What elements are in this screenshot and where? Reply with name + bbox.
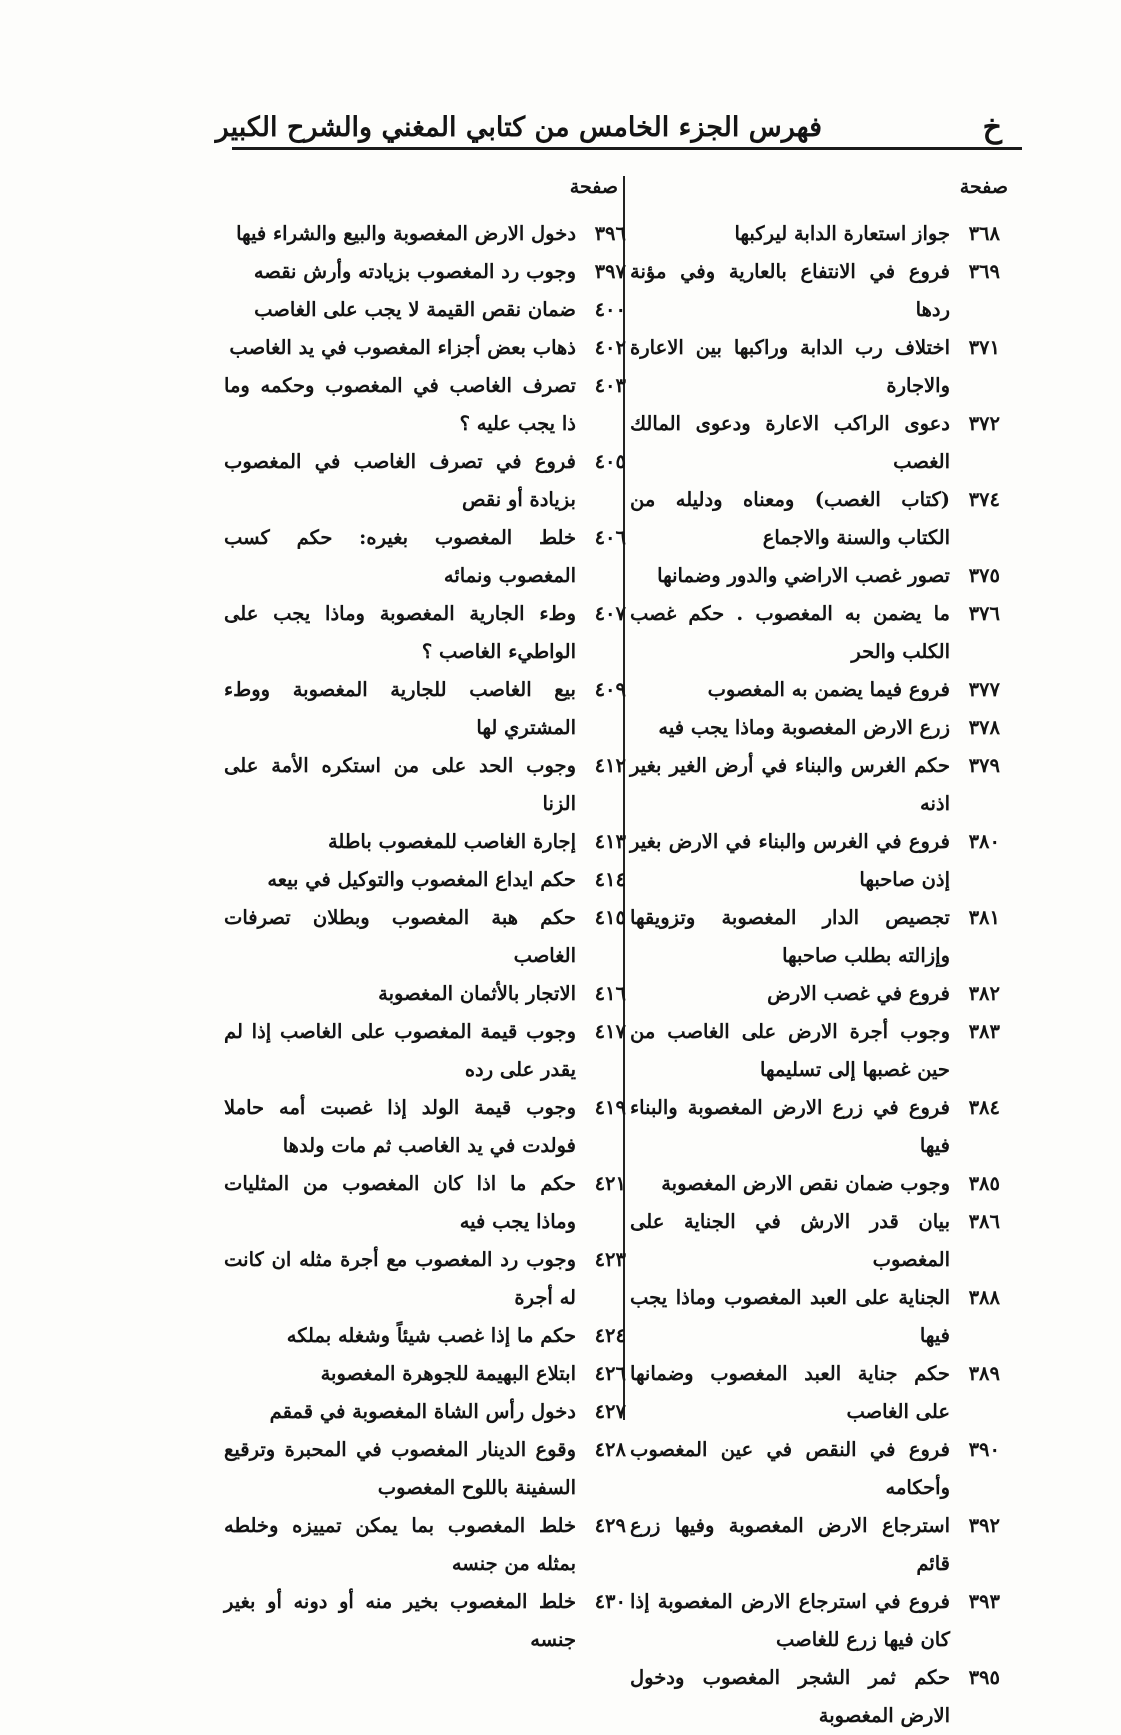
entry-page-number: ٤٢٨ [594, 1438, 626, 1461]
entry-page-number: ٤١٥ [594, 906, 626, 929]
entry-page-number: ٤١٣ [594, 830, 626, 853]
entry-title: حكم هبة المغصوب وبطلان تصرفات الغاصب [224, 906, 576, 967]
entry-title: وجوب الحد على من استكره الأمة على الزنا [224, 754, 576, 815]
entry-title: دخول رأس الشاة المغصوبة في قمقم [269, 1400, 576, 1423]
index-entry [630, 1013, 1000, 1089]
entry-title: ما يضمن به المغصوب . حكم غصب الكلب والحر [630, 602, 950, 663]
index-entry [224, 975, 626, 1013]
entry-title: اختلاف رب الدابة وراكبها بين الاعارة والاجارة [630, 336, 950, 397]
entry-title: وجوب رد المغصوب مع أجرة مثله ان كانت له أجرة [224, 1248, 576, 1309]
entry-page-number: ٣٨٩ [968, 1362, 1000, 1385]
index-entry [630, 215, 1000, 253]
index-entry [630, 329, 1000, 405]
entry-title: بيان قدر الارش في الجناية على المغصوب [630, 1210, 950, 1271]
entry-page-number: ٣٩٥ [968, 1666, 1000, 1689]
index-entry [630, 823, 1000, 899]
index-entry [224, 1393, 626, 1431]
entry-title: حكم جناية العبد المغصوب وضمانها على الغاصب [630, 1362, 950, 1423]
entry-title: حكم ثمر الشجر المغصوب ودخول الارض المغصوبة [630, 1666, 950, 1727]
index-entry [224, 1431, 626, 1507]
index-entry [224, 899, 626, 975]
entry-page-number: ٤١٩ [594, 1096, 626, 1119]
index-entry [630, 709, 1000, 747]
entry-page-number: ٤٠٠ [594, 298, 626, 321]
entry-title: فروع فيما يضمن به المغصوب [707, 678, 950, 701]
page-letter: خ [982, 110, 1002, 145]
entry-title: فروع في النقص في عين المغصوب وأحكامه [630, 1438, 950, 1499]
index-entry [224, 1241, 626, 1317]
right-index-column [630, 215, 1000, 1735]
index-entry [224, 253, 626, 291]
entry-page-number: ٤٢٧ [594, 1400, 626, 1423]
entry-title: وجوب قيمة المغصوب على الغاصب إذا لم يقدر على رده [224, 1020, 576, 1081]
entry-title: استرجاع الارض المغصوبة وفيها زرع قائم [630, 1514, 950, 1575]
index-entry [224, 671, 626, 747]
index-entry [224, 1583, 626, 1659]
index-entry [630, 1431, 1000, 1507]
index-entry [630, 1583, 1000, 1659]
index-entry [630, 481, 1000, 557]
index-entry [224, 1013, 626, 1089]
entry-page-number: ٣٨٢ [968, 982, 1000, 1005]
entry-title: (كتاب الغصب) ومعناه ودليله من الكتاب والسنة والاجماع [630, 488, 950, 549]
entry-title: وجوب أجرة الارض على الغاصب من حين غصبها إلى تسليمها [630, 1020, 950, 1081]
entry-title: خلط المغصوب بخير منه أو دونه أو بغير جنسه [224, 1590, 576, 1651]
entry-title: دخول الارض المغصوبة والبيع والشراء فيها [236, 222, 576, 245]
left-index-column [224, 215, 626, 1659]
index-entry [630, 557, 1000, 595]
entry-title: ذهاب بعض أجزاء المغصوب في يد الغاصب [229, 336, 576, 359]
entry-page-number: ٣٦٨ [968, 222, 1000, 245]
entry-page-number: ٤٠٧ [594, 602, 626, 625]
entry-page-number: ٣٩٠ [968, 1438, 1000, 1461]
entry-title: فروع في غصب الارض [767, 982, 950, 1005]
entry-title: تجصيص الدار المغصوبة وتزويقها وإزالته بطلب صاحبها [630, 906, 950, 967]
entry-page-number: ٣٨١ [968, 906, 1000, 929]
index-entry [224, 1317, 626, 1355]
running-title: فهرس الجزء الخامس من كتابي المغني والشرح الكبير [215, 112, 822, 143]
index-entry [224, 823, 626, 861]
entry-page-number: ٣٨٥ [968, 1172, 1000, 1195]
entry-title: تصور غصب الاراضي والدور وضمانها [657, 564, 950, 587]
index-entry [224, 595, 626, 671]
index-entry [224, 861, 626, 899]
entry-page-number: ٤٠٩ [594, 678, 626, 701]
entry-title: وجوب رد المغصوب بزيادته وأرش نقصه [253, 260, 576, 283]
entry-title: وقوع الدينار المغصوب في المحبرة وترقيع السفينة باللوح المغصوب [224, 1438, 576, 1499]
entry-page-number: ٣٩٦ [594, 222, 626, 245]
entry-title: وجوب قيمة الولد إذا غصبت أمه حاملا فولدت في يد الغاصب ثم مات ولدها [224, 1096, 576, 1157]
index-entry [224, 1355, 626, 1393]
index-entry [630, 253, 1000, 329]
entry-page-number: ٤٢١ [594, 1172, 626, 1195]
entry-title: الاتجار بالأثمان المغصوبة [378, 982, 576, 1005]
entry-page-number: ٣٨٤ [968, 1096, 1000, 1119]
index-entry [224, 747, 626, 823]
entry-page-number: ٣٧٦ [968, 602, 1000, 625]
entry-title: فروع في الغرس والبناء في الارض بغير إذن صاحبها [630, 830, 950, 891]
entry-title: حكم ما اذا كان المغصوب من المثليات وماذا يجب فيه [224, 1172, 576, 1233]
entry-page-number: ٤٢٦ [594, 1362, 626, 1385]
index-entry [224, 291, 626, 329]
entry-title: خلط المغصوب بغيره: حكم كسب المغصوب ونمائه [224, 526, 576, 587]
entry-page-number: ٤٠٦ [594, 526, 626, 549]
index-entry [630, 1279, 1000, 1355]
entry-page-number: ٣٨٣ [968, 1020, 1000, 1043]
index-entry [630, 1089, 1000, 1165]
index-entry [630, 671, 1000, 709]
left-column-heading: صفحة [569, 176, 618, 198]
index-entry [630, 1203, 1000, 1279]
right-column-heading: صفحة [959, 176, 1008, 198]
entry-title: دعوى الراكب الاعارة ودعوى المالك الغصب [630, 412, 950, 473]
entry-page-number: ٣٨٦ [968, 1210, 1000, 1233]
entry-title: وجوب ضمان نقص الارض المغصوبة [661, 1172, 950, 1195]
entry-title: تصرف الغاصب في المغصوب وحكمه وما ذا يجب عليه ؟ [224, 374, 576, 435]
entry-page-number: ٣٩٧ [594, 260, 626, 283]
entry-title: زرع الارض المغصوبة وماذا يجب فيه [658, 716, 950, 739]
entry-page-number: ٤٠٥ [594, 450, 626, 473]
entry-title: فروع في تصرف الغاصب في المغصوب بزيادة أو نقص [224, 450, 576, 511]
entry-title: ابتلاع البهيمة للجوهرة المغصوبة [320, 1362, 576, 1385]
index-entry [630, 405, 1000, 481]
entry-page-number: ٣٧٢ [968, 412, 1000, 435]
entry-page-number: ٣٧٧ [968, 678, 1000, 701]
index-entry [224, 329, 626, 367]
entry-page-number: ٤١٦ [594, 982, 626, 1005]
entry-page-number: ٣٧١ [968, 336, 1000, 359]
entry-title: جواز استعارة الدابة ليركبها [734, 222, 950, 245]
entry-title: بيع الغاصب للجارية المغصوبة ووطء المشتري لها [224, 678, 576, 739]
entry-title: الجناية على العبد المغصوب وماذا يجب فيها [630, 1286, 950, 1347]
index-entry [224, 367, 626, 443]
entry-page-number: ٤١٢ [594, 754, 626, 777]
entry-page-number: ٣٩٣ [968, 1590, 1000, 1613]
entry-title: ضمان نقص القيمة لا يجب على الغاصب [254, 298, 576, 321]
index-entry [630, 1165, 1000, 1203]
entry-title: وطء الجارية المغصوبة وماذا يجب على الواطيء الغاصب ؟ [224, 602, 576, 663]
header-rule [232, 147, 1022, 150]
entry-page-number: ٤٠٣ [594, 374, 626, 397]
entry-page-number: ٣٩٢ [968, 1514, 1000, 1537]
entry-title: فروع في الانتفاع بالعارية وفي مؤنة ردها [630, 260, 950, 321]
entry-title: إجارة الغاصب للمغصوب باطلة [327, 830, 576, 853]
entry-page-number: ٤٢٤ [594, 1324, 626, 1347]
index-entry [630, 595, 1000, 671]
entry-title: خلط المغصوب بما يمكن تمييزه وخلطه بمثله من جنسه [224, 1514, 576, 1575]
entry-title: حكم ايداع المغصوب والتوكيل في بيعه [267, 868, 576, 891]
entry-page-number: ٤٢٣ [594, 1248, 626, 1271]
index-entry [224, 519, 626, 595]
index-entry [630, 975, 1000, 1013]
index-entry [630, 747, 1000, 823]
entry-page-number: ٤١٧ [594, 1020, 626, 1043]
entry-page-number: ٣٧٤ [968, 488, 1000, 511]
entry-page-number: ٣٨٠ [968, 830, 1000, 853]
entry-page-number: ٣٧٥ [968, 564, 1000, 587]
entry-page-number: ٤١٤ [594, 868, 626, 891]
index-entry [630, 1659, 1000, 1735]
entry-page-number: ٣٨٨ [968, 1286, 1000, 1309]
entry-title: حكم ما إذا غصب شيئاً وشغله بملكه [286, 1324, 576, 1347]
index-entry [224, 1089, 626, 1165]
index-entry [630, 899, 1000, 975]
index-entry [630, 1355, 1000, 1431]
entry-page-number: ٤٢٩ [594, 1514, 626, 1537]
index-entry [224, 1165, 626, 1241]
entry-page-number: ٤٠٢ [594, 336, 626, 359]
entry-page-number: ٣٧٨ [968, 716, 1000, 739]
page-header [215, 104, 1022, 148]
index-entry [224, 443, 626, 519]
index-entry [224, 215, 626, 253]
entry-page-number: ٤٣٠ [594, 1590, 626, 1613]
entry-title: فروع في استرجاع الارض المغصوبة إذا كان فيها زرع للغاصب [630, 1590, 950, 1651]
entry-title: فروع في زرع الارض المغصوبة والبناء فيها [630, 1096, 950, 1157]
entry-title: حكم الغرس والبناء في أرض الغير بغير اذنه [630, 754, 950, 815]
entry-page-number: ٣٧٩ [968, 754, 1000, 777]
entry-page-number: ٣٦٩ [968, 260, 1000, 283]
